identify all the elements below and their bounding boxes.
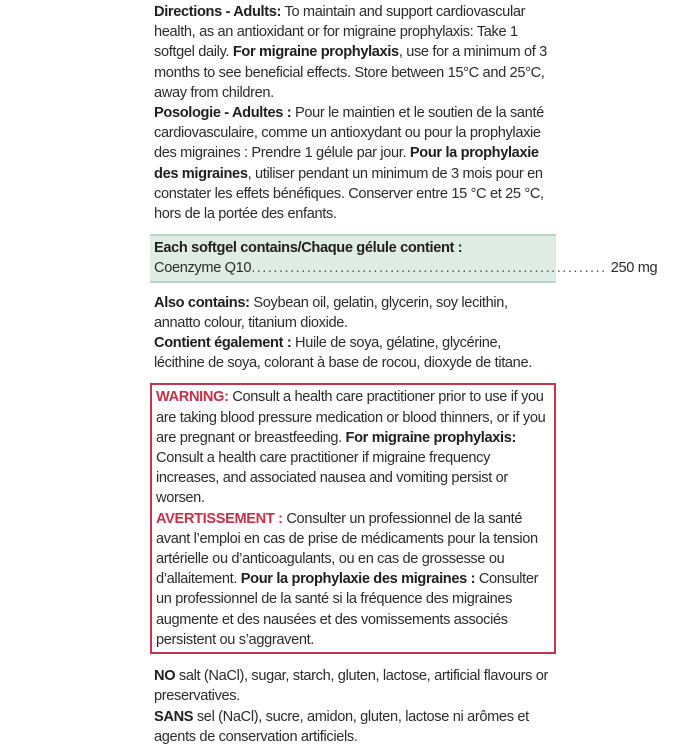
ingredient-amount: 250 mg xyxy=(610,260,658,277)
free-of-english-text: salt (NaCl), sugar, starch, gluten, lactose, artificial flavours or preservatives. xyxy=(154,668,549,705)
directions-french-heading: Posologie - Adultes : xyxy=(154,105,292,122)
warning-english-text: Consult a health care practitioner prior to use if you are taking blood pressure medication or blood thinners, or if you are pregnant or breastfeeding. xyxy=(156,389,546,446)
medicinal-ingredients-box xyxy=(150,234,658,282)
warning-english xyxy=(156,387,548,508)
directions-english xyxy=(154,2,554,103)
free-of-french xyxy=(154,707,554,747)
ingredient-name: Coenzyme Q10 xyxy=(154,260,252,277)
directions-english-migraine-heading: For migraine prophylaxis xyxy=(232,44,399,61)
ingredients-heading xyxy=(154,238,550,258)
directions-english-text: To maintain and support cardiovascular health, as an antioxidant or for migraine prophylaxis: Take 1 softgel daily. xyxy=(154,4,526,61)
warning-french-text: Consulter un professionnel de la santé avant l’emploi en cas de prise de médicaments pour la tension artérielle ou d’anticoagulants, ou en cas de grossesse ou d’allaitement. xyxy=(156,510,538,588)
free-of-french-text: sel (NaCl), sucre, amidon, gluten, lactose ni arômes et agents de conservation artificiels. xyxy=(154,708,529,745)
warning-french-heading: AVERTISSEMENT : xyxy=(156,510,283,527)
ingredients-heading-text: Each softgel contains/Chaque gélule contient : xyxy=(154,240,463,257)
warning-english-migraine-heading: For migraine prophylaxis: xyxy=(345,429,517,446)
free-of-english xyxy=(154,666,554,706)
non-medicinal-english-heading: Also contains: xyxy=(154,294,250,311)
non-medicinal-english xyxy=(154,293,554,333)
warning-english-migraine-text: Consult a health care practitioner if migraine frequency increases, and associated nausea and vomiting persist or worsen. xyxy=(156,450,508,507)
warning-french-migraine-text: Consulter un professionnel de la santé si la fréquence des migraines augmente et des nausées et des vomissements associés persistent ou s’aggravent. xyxy=(156,571,539,648)
leader-dots: ................................................................ xyxy=(251,260,607,277)
warning-french xyxy=(156,509,548,650)
directions-english-migraine-text: , use for a minimum of 3 months to see beneficial effects. Store between 15°C and 25°C, away from children. xyxy=(154,44,547,101)
directions-french-migraine-heading: Pour la prophylaxie des migraines xyxy=(154,145,539,182)
warning-french-migraine-heading: Pour la prophylaxie des migraines : xyxy=(240,571,476,588)
non-medicinal-french-heading: Contient également : xyxy=(154,335,292,352)
supplement-label-panel xyxy=(154,2,658,747)
directions-french-text: Pour le maintien et le soutien de la santé cardiovasculaire, comme un antioxydant ou pour la prophylaxie des migraines : Prendre 1 gélule par jour. xyxy=(154,105,544,162)
directions-english-heading: Directions - Adults: xyxy=(154,4,282,20)
non-medicinal-french-text: Huile de soya, gélatine, glycérine, lécithine de soya, colorant à base de rocou, dioxyde de titane. xyxy=(154,335,532,372)
warning-box xyxy=(150,383,556,654)
non-medicinal-french xyxy=(154,333,554,373)
free-of-french-heading: SANS xyxy=(154,708,194,725)
non-medicinal-english-text: Soybean oil, gelatin, glycerin, soy lecithin, annatto colour, titanium dioxide. xyxy=(154,294,508,331)
directions-french xyxy=(154,103,554,224)
directions-french-migraine-text: , utiliser pendant un minimum de 3 mois pour en constater les effets bénéfiques. Conserver entre 15 °C et 25 °C, hors de la portée des enfants. xyxy=(154,165,544,223)
free-of-english-heading: NO xyxy=(154,668,176,685)
ingredient-row xyxy=(154,258,658,278)
warning-english-heading: WARNING: xyxy=(156,389,229,406)
